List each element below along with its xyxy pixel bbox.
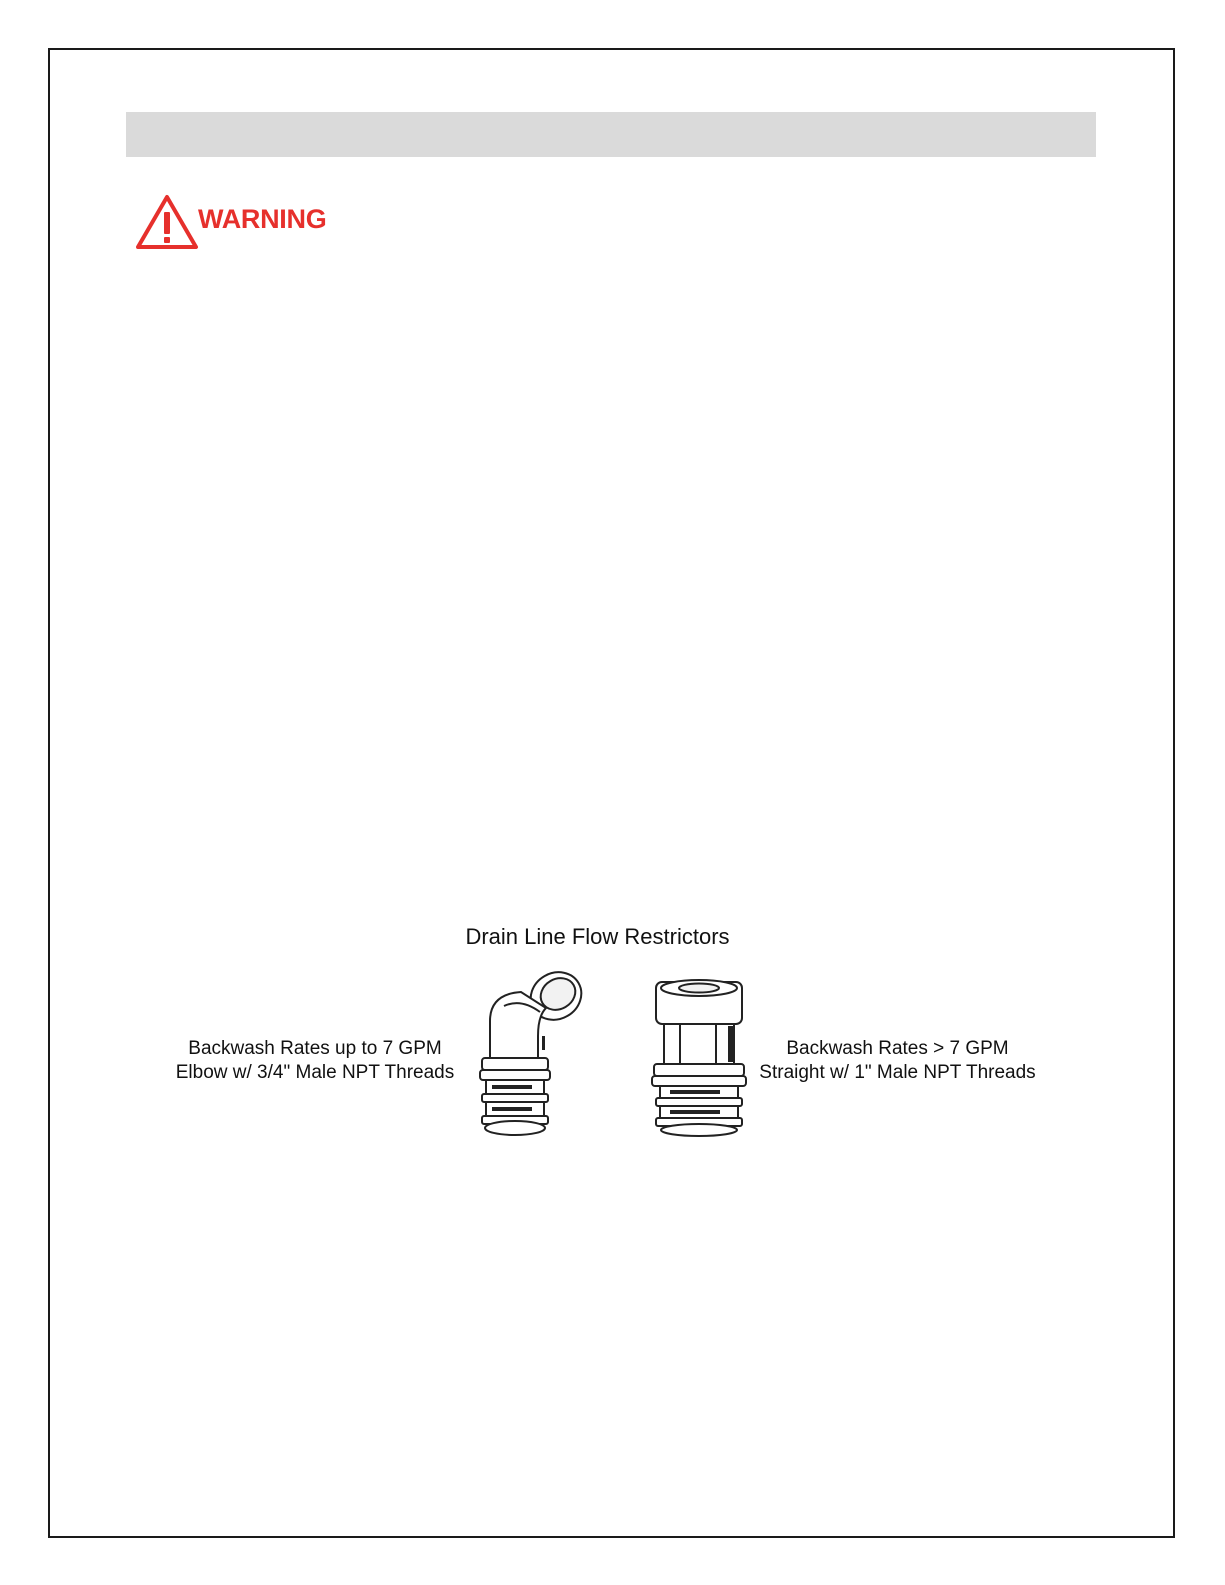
elbow-caption-line-1: Backwash Rates up to 7 GPM — [188, 1038, 442, 1059]
elbow-caption-line-2: Elbow w/ 3/4" Male NPT Threads — [175, 1062, 455, 1083]
warning-notice — [134, 193, 326, 251]
section-header-bar — [126, 112, 1096, 157]
warning-triangle-icon — [134, 193, 200, 251]
figure-title: Drain Line Flow Restrictors — [465, 924, 730, 949]
straight-caption-line-1: Backwash Rates > 7 GPM — [786, 1038, 1009, 1059]
page-border — [48, 48, 1175, 1538]
elbow-flow-restrictor-image — [476, 966, 591, 1141]
straight-flow-restrictor-image — [650, 976, 750, 1141]
straight-restrictor-caption — [750, 1037, 1045, 1085]
straight-caption-line-2: Straight w/ 1" Male NPT Threads — [759, 1062, 1036, 1083]
elbow-restrictor-caption — [160, 1037, 470, 1085]
warning-label: WARNING — [198, 203, 327, 234]
